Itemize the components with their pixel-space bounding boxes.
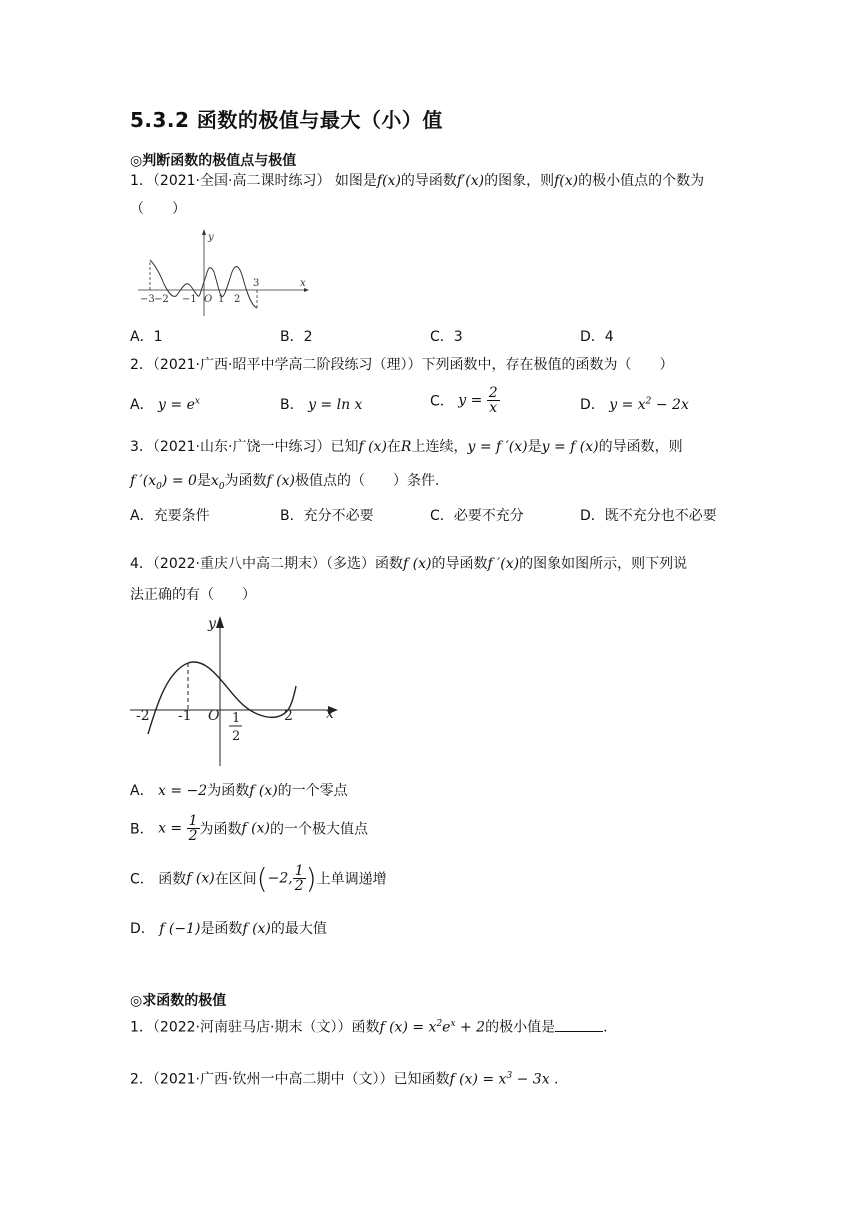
- tick-label: 1: [218, 294, 225, 305]
- q4-option-a[interactable]: [130, 780, 348, 800]
- option-letter: A．: [130, 508, 154, 524]
- math-fx: f (x): [242, 921, 271, 937]
- option-value: 4: [604, 329, 614, 345]
- y-axis-label: y: [208, 232, 214, 243]
- math-fx: f(x): [554, 173, 579, 189]
- question-text: .: [549, 1071, 559, 1088]
- option-value: 2: [303, 329, 313, 345]
- option-letter: A．: [130, 397, 154, 413]
- left-paren: (: [256, 862, 268, 895]
- fraction: [487, 386, 500, 415]
- question-3-line-2: [130, 470, 439, 498]
- math-fx: f (x): [358, 439, 387, 455]
- math-fx: f (x): [266, 473, 295, 489]
- q4-derivative-graph: [128, 612, 348, 772]
- math-subscript: 0: [156, 481, 162, 492]
- fraction-denominator: 2: [188, 828, 198, 844]
- option-value: 充要条件: [153, 508, 210, 524]
- math-fx: f (x): [241, 820, 270, 837]
- question-text: 的导函数: [400, 173, 457, 189]
- origin-label: O: [208, 708, 220, 724]
- option-letter: C．: [430, 393, 454, 410]
- math-subscript: 0: [218, 481, 225, 492]
- tick-label: -2: [136, 708, 150, 724]
- math-equals-zero: ) = 0: [161, 473, 197, 489]
- option-letter: B．: [130, 821, 154, 838]
- q2-options: [130, 385, 730, 422]
- math-function: y = f (x): [541, 439, 599, 455]
- section-heading-find: ◎求函数的极值: [130, 993, 227, 1009]
- question-text: 下列函数中，存在极值的函数为（ ）: [421, 357, 674, 373]
- question-find-2: [130, 1065, 559, 1091]
- option-value: 3: [453, 329, 463, 345]
- option-c[interactable]: [430, 386, 500, 415]
- question-source: （2022·河南驻马店·期末（文））: [152, 1019, 352, 1036]
- question-4-line-2: 法正确的有（ ）: [130, 587, 256, 603]
- option-math: y = ln x: [308, 397, 363, 413]
- option-letter: C．: [430, 329, 454, 345]
- math-expression: f (x) = x: [379, 1019, 437, 1036]
- page-title: 5.3.2 函数的极值与最大（小）值: [130, 108, 443, 132]
- question-source: （2021·全国·高二课时练习）: [152, 173, 331, 189]
- question-text: 在: [386, 439, 401, 455]
- q1-derivative-graph: [134, 226, 310, 318]
- option-letter: C．: [430, 508, 454, 524]
- question-number: 3．: [130, 439, 153, 455]
- option-sup: 2: [645, 396, 652, 407]
- q4-option-d[interactable]: [130, 918, 327, 938]
- option-b[interactable]: [280, 505, 374, 525]
- tick-label: 3: [253, 278, 260, 289]
- question-text: 的图象如图所示，则下列说: [519, 556, 688, 572]
- option-value: 既不充分也不必要: [604, 508, 717, 524]
- math-fx: f (x): [186, 870, 215, 887]
- option-a[interactable]: [130, 394, 200, 414]
- x-axis-label: x: [326, 706, 334, 722]
- question-number: 1．: [130, 1019, 153, 1036]
- option-d[interactable]: [580, 326, 614, 346]
- interval-left: −2,: [267, 870, 293, 887]
- question-text: 已知函数: [393, 1071, 450, 1088]
- option-letter: A．: [130, 783, 154, 799]
- question-source: （2021·广西·钦州一中高二期中（文））: [152, 1071, 394, 1088]
- option-letter: B．: [280, 397, 304, 413]
- question-3: [130, 436, 683, 458]
- math-sup: 3: [506, 1071, 513, 1081]
- option-math: − 2x: [651, 397, 689, 413]
- tick-label-half-num: 1: [232, 711, 241, 726]
- fraction: [187, 814, 200, 843]
- option-letter: D．: [130, 921, 155, 937]
- option-c[interactable]: [430, 505, 524, 525]
- tick-label: 2: [284, 708, 293, 724]
- option-text: 是函数: [200, 921, 243, 937]
- option-math: y = x: [609, 397, 646, 413]
- origin-label: O: [204, 294, 213, 305]
- math-fx: f (x): [249, 783, 278, 799]
- tick-label-half-den: 2: [232, 729, 241, 744]
- option-letter: A．: [130, 329, 154, 345]
- math-fx: f(x): [376, 173, 401, 189]
- math-sup: x: [450, 1019, 456, 1029]
- tick-label: −1: [182, 294, 197, 305]
- answer-blank[interactable]: [555, 1017, 603, 1032]
- question-number: 4．: [130, 556, 153, 572]
- question-text: 的极小值是: [485, 1019, 556, 1036]
- question-number: 2．: [130, 1071, 153, 1088]
- math-fpx: f′(x): [456, 173, 485, 189]
- math-fx: f (x): [403, 556, 432, 572]
- x-axis-label: x: [300, 278, 306, 289]
- fraction: [293, 864, 306, 893]
- question-find-1: [130, 1013, 608, 1039]
- fraction-denominator: 2: [294, 878, 304, 894]
- option-b[interactable]: [280, 394, 362, 414]
- option-letter: B．: [280, 329, 304, 345]
- fraction-numerator: 1: [294, 863, 304, 879]
- question-text: .: [603, 1019, 608, 1036]
- option-a[interactable]: [130, 505, 210, 525]
- q4-option-b[interactable]: [130, 814, 368, 843]
- question-source: （2021·山东·广饶一中练习）: [152, 439, 331, 455]
- question-4: [130, 553, 687, 575]
- option-math: y = e: [158, 397, 195, 413]
- question-1: [130, 170, 704, 192]
- math-sup: 2: [436, 1019, 443, 1029]
- section-heading-judge: ◎判断函数的极值点与极值: [130, 153, 297, 169]
- question-number: 2．: [130, 357, 153, 373]
- option-value: 1: [153, 329, 163, 345]
- math-expression: e: [442, 1019, 451, 1036]
- option-text: 为函数: [207, 783, 250, 799]
- tick-label: −3: [140, 294, 155, 305]
- option-letter: D．: [580, 329, 605, 345]
- derivative-curve: [148, 662, 296, 734]
- option-text: 在区间: [214, 871, 257, 888]
- option-text: 的一个零点: [277, 783, 348, 799]
- tick-label: -1: [178, 708, 192, 724]
- math-r: R: [400, 439, 412, 455]
- math-expression: − 3x: [512, 1071, 550, 1088]
- option-value: 必要不充分: [453, 508, 524, 524]
- option-text: 的一个极大值点: [269, 821, 368, 838]
- tick-label: 2: [234, 294, 241, 305]
- option-d[interactable]: [580, 505, 717, 525]
- option-a[interactable]: [130, 326, 163, 346]
- question-2: [130, 354, 673, 376]
- option-text: 为函数: [199, 821, 242, 838]
- question-text: 的导函数: [431, 556, 488, 572]
- option-text: 函数: [158, 871, 187, 888]
- math-derivative-x0: f ′(x: [130, 473, 157, 489]
- y-axis-label: y: [208, 616, 216, 632]
- fraction-denominator: x: [489, 400, 498, 416]
- option-value: 充分不必要: [303, 508, 374, 524]
- question-source: （2022·重庆八中高二期末）（多选）: [152, 556, 376, 572]
- fraction-numerator: 1: [188, 813, 198, 829]
- question-text: 的导函数，则: [598, 439, 683, 455]
- option-math: f (−1): [159, 921, 201, 937]
- option-letter: B．: [280, 508, 304, 524]
- option-letter: D．: [580, 397, 605, 413]
- option-b[interactable]: [280, 326, 313, 346]
- option-sup: x: [194, 396, 200, 407]
- option-math: y =: [458, 392, 483, 409]
- math-derivative: y = f ′(x): [467, 439, 528, 455]
- option-c[interactable]: [430, 326, 463, 346]
- question-text: 已知: [330, 439, 359, 455]
- math-fpx: f ′(x): [487, 556, 520, 572]
- y-axis-arrow: [216, 616, 224, 628]
- question-1-paren: （ ）: [130, 201, 186, 217]
- math-expression: f (x) = x: [449, 1071, 507, 1088]
- fraction-numerator: 2: [488, 385, 498, 401]
- question-number: 1．: [130, 173, 153, 189]
- question-text: 函数: [375, 556, 404, 572]
- tick-label: −2: [154, 294, 169, 305]
- option-d[interactable]: [580, 394, 689, 414]
- option-letter: C．: [130, 871, 154, 888]
- question-source: （2021·广西·昭平中学高二阶段练习（理））: [152, 357, 422, 373]
- right-paren: ): [305, 862, 317, 895]
- question-text: 是: [527, 439, 542, 455]
- question-text: 上连续，: [411, 439, 468, 455]
- math-x0: x: [210, 473, 219, 489]
- question-text: 的极小值点的个数为: [578, 173, 705, 189]
- y-axis-arrow: [202, 229, 206, 235]
- math-expression: + 2: [455, 1019, 486, 1036]
- option-text: 上单调递增: [316, 871, 387, 888]
- option-letter: D．: [580, 508, 605, 524]
- question-text: 函数: [351, 1019, 380, 1036]
- question-text: 是: [196, 473, 211, 489]
- question-text: 如图是: [330, 173, 377, 189]
- option-math: x =: [158, 820, 183, 837]
- question-text: 极值点的（ ）条件.: [295, 473, 440, 489]
- q4-option-c[interactable]: [130, 862, 387, 895]
- question-text: 的图象，则: [484, 173, 555, 189]
- question-text: 为函数: [224, 473, 267, 489]
- option-math: x = −2: [158, 783, 208, 799]
- option-text: 的最大值: [270, 921, 327, 937]
